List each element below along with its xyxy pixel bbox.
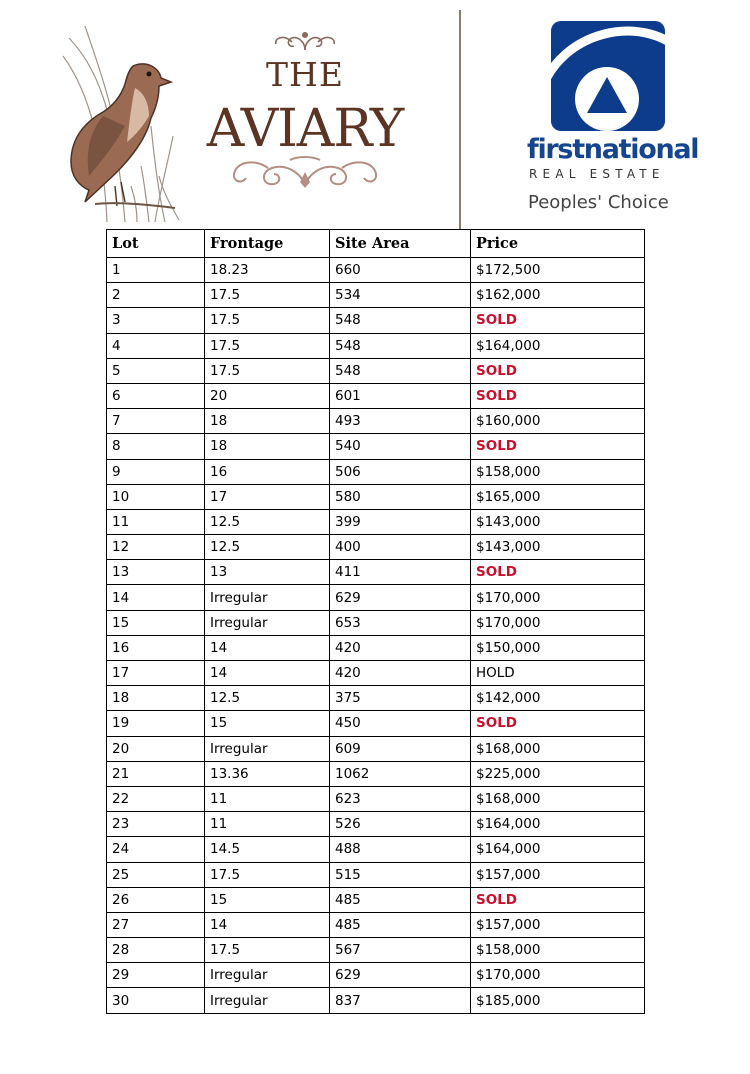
table-row [107,963,645,988]
price-cell: $143,000 [471,509,645,534]
table-row [107,862,645,887]
lot-cell: 17 [107,661,205,686]
table-row [107,535,645,560]
site-area-cell: 411 [330,560,471,585]
price-cell: HOLD [471,661,645,686]
table-row [107,459,645,484]
price-cell: $225,000 [471,761,645,786]
frontage-cell: 18 [205,409,330,434]
site-area-cell: 450 [330,711,471,736]
frontage-cell: 12.5 [205,686,330,711]
lots-table-body [107,258,645,1014]
lot-cell: 5 [107,358,205,383]
site-area-cell: 623 [330,786,471,811]
frontage-cell: 14 [205,661,330,686]
lot-cell: 18 [107,686,205,711]
flourish-bottom-icon [228,154,382,190]
lot-cell: 25 [107,862,205,887]
lot-cell: 6 [107,383,205,408]
lot-cell: 20 [107,736,205,761]
site-area-cell: 493 [330,409,471,434]
frontage-cell: 20 [205,383,330,408]
frontage-cell: 17.5 [205,283,330,308]
sold-status: SOLD [471,358,645,383]
column-header-price: Price [471,230,645,258]
frontage-cell: 17.5 [205,308,330,333]
table-row [107,484,645,509]
lot-cell: 24 [107,837,205,862]
site-area-cell: 485 [330,887,471,912]
price-cell: $142,000 [471,686,645,711]
frontage-cell: 18 [205,434,330,459]
site-area-cell: 609 [330,736,471,761]
table-row [107,887,645,912]
table-row [107,711,645,736]
price-cell: $158,000 [471,938,645,963]
price-cell: $150,000 [471,635,645,660]
table-row [107,560,645,585]
frontage-cell: Irregular [205,988,330,1013]
price-cell: $170,000 [471,585,645,610]
price-cell: $170,000 [471,963,645,988]
frontage-cell: 18.23 [205,258,330,283]
site-area-cell: 567 [330,938,471,963]
lot-cell: 7 [107,409,205,434]
frontage-cell: Irregular [205,610,330,635]
sold-status: SOLD [471,887,645,912]
site-area-cell: 534 [330,283,471,308]
column-header-lot: Lot [107,230,205,258]
price-cell: $164,000 [471,837,645,862]
table-row [107,635,645,660]
frontage-cell: 12.5 [205,509,330,534]
site-area-cell: 488 [330,837,471,862]
price-cell: $168,000 [471,786,645,811]
site-area-cell: 548 [330,333,471,358]
table-row [107,509,645,534]
lot-cell: 12 [107,535,205,560]
lot-cell: 23 [107,812,205,837]
column-header-frontage: Frontage [205,230,330,258]
header-divider [459,10,461,230]
frontage-cell: 17.5 [205,862,330,887]
site-area-cell: 837 [330,988,471,1013]
site-area-cell: 400 [330,535,471,560]
site-area-cell: 629 [330,585,471,610]
frontage-cell: 14 [205,912,330,937]
frontage-cell: 13.36 [205,761,330,786]
lot-cell: 9 [107,459,205,484]
lot-cell: 21 [107,761,205,786]
table-row [107,610,645,635]
site-area-cell: 485 [330,912,471,937]
price-cell: $160,000 [471,409,645,434]
price-cell: $157,000 [471,912,645,937]
lot-cell: 29 [107,963,205,988]
table-row [107,988,645,1013]
frontage-cell: 11 [205,812,330,837]
lot-cell: 14 [107,585,205,610]
lot-cell: 3 [107,308,205,333]
frontage-cell: 17.5 [205,333,330,358]
lot-cell: 19 [107,711,205,736]
frontage-cell: 12.5 [205,535,330,560]
lot-cell: 13 [107,560,205,585]
frontage-cell: 17.5 [205,938,330,963]
table-row [107,434,645,459]
sold-status: SOLD [471,308,645,333]
sold-status: SOLD [471,434,645,459]
frontage-cell: 11 [205,786,330,811]
site-area-cell: 420 [330,661,471,686]
title-the: THE [266,55,344,94]
lot-cell: 4 [107,333,205,358]
sold-status: SOLD [471,560,645,585]
site-area-cell: 506 [330,459,471,484]
table-row [107,409,645,434]
site-area-cell: 660 [330,258,471,283]
table-row [107,812,645,837]
flourish-top-icon [270,30,340,52]
table-row [107,786,645,811]
price-cell: $185,000 [471,988,645,1013]
site-area-cell: 526 [330,812,471,837]
frontage-cell: 15 [205,887,330,912]
site-area-cell: 375 [330,686,471,711]
price-cell: $172,500 [471,258,645,283]
frontage-cell: 14 [205,635,330,660]
lot-cell: 22 [107,786,205,811]
lot-cell: 15 [107,610,205,635]
site-area-cell: 580 [330,484,471,509]
frontage-cell: 13 [205,560,330,585]
lot-cell: 27 [107,912,205,937]
table-row [107,258,645,283]
site-area-cell: 653 [330,610,471,635]
site-area-cell: 420 [330,635,471,660]
price-cell: $165,000 [471,484,645,509]
table-row [107,661,645,686]
frontage-cell: 17 [205,484,330,509]
table-row [107,383,645,408]
page-header [0,0,750,228]
lots-table [106,229,645,1014]
frontage-cell: Irregular [205,585,330,610]
table-row [107,761,645,786]
table-row [107,938,645,963]
brand-subtitle: REAL ESTATE [529,167,665,181]
table-row [107,585,645,610]
price-cell: $158,000 [471,459,645,484]
table-row [107,837,645,862]
site-area-cell: 540 [330,434,471,459]
price-cell: $143,000 [471,535,645,560]
bird-illustration-icon [55,26,185,224]
price-cell: $164,000 [471,333,645,358]
sold-status: SOLD [471,711,645,736]
first-national-logo-icon [551,21,665,131]
brand-name: firstnational [527,134,699,165]
price-cell: $168,000 [471,736,645,761]
site-area-cell: 399 [330,509,471,534]
lot-cell: 30 [107,988,205,1013]
site-area-cell: 1062 [330,761,471,786]
table-row [107,308,645,333]
site-area-cell: 548 [330,308,471,333]
frontage-cell: 16 [205,459,330,484]
lot-cell: 8 [107,434,205,459]
lot-cell: 11 [107,509,205,534]
table-row [107,736,645,761]
frontage-cell: 17.5 [205,358,330,383]
table-row [107,912,645,937]
price-cell: $157,000 [471,862,645,887]
lot-cell: 10 [107,484,205,509]
lot-cell: 28 [107,938,205,963]
site-area-cell: 629 [330,963,471,988]
title-aviary: AVIARY [206,99,404,159]
site-area-cell: 548 [330,358,471,383]
site-area-cell: 515 [330,862,471,887]
column-header-site-area: Site Area [330,230,471,258]
price-cell: $170,000 [471,610,645,635]
lot-cell: 2 [107,283,205,308]
table-row [107,358,645,383]
lot-cell: 1 [107,258,205,283]
frontage-cell: Irregular [205,736,330,761]
table-header-row [107,230,645,258]
sold-status: SOLD [471,383,645,408]
price-cell: $162,000 [471,283,645,308]
site-area-cell: 601 [330,383,471,408]
frontage-cell: 15 [205,711,330,736]
lot-cell: 26 [107,887,205,912]
brand-tagline: Peoples' Choice [528,192,669,213]
table-row [107,686,645,711]
frontage-cell: Irregular [205,963,330,988]
frontage-cell: 14.5 [205,837,330,862]
lot-cell: 16 [107,635,205,660]
price-cell: $164,000 [471,812,645,837]
table-row [107,283,645,308]
aviary-logo [196,28,414,198]
table-row [107,333,645,358]
